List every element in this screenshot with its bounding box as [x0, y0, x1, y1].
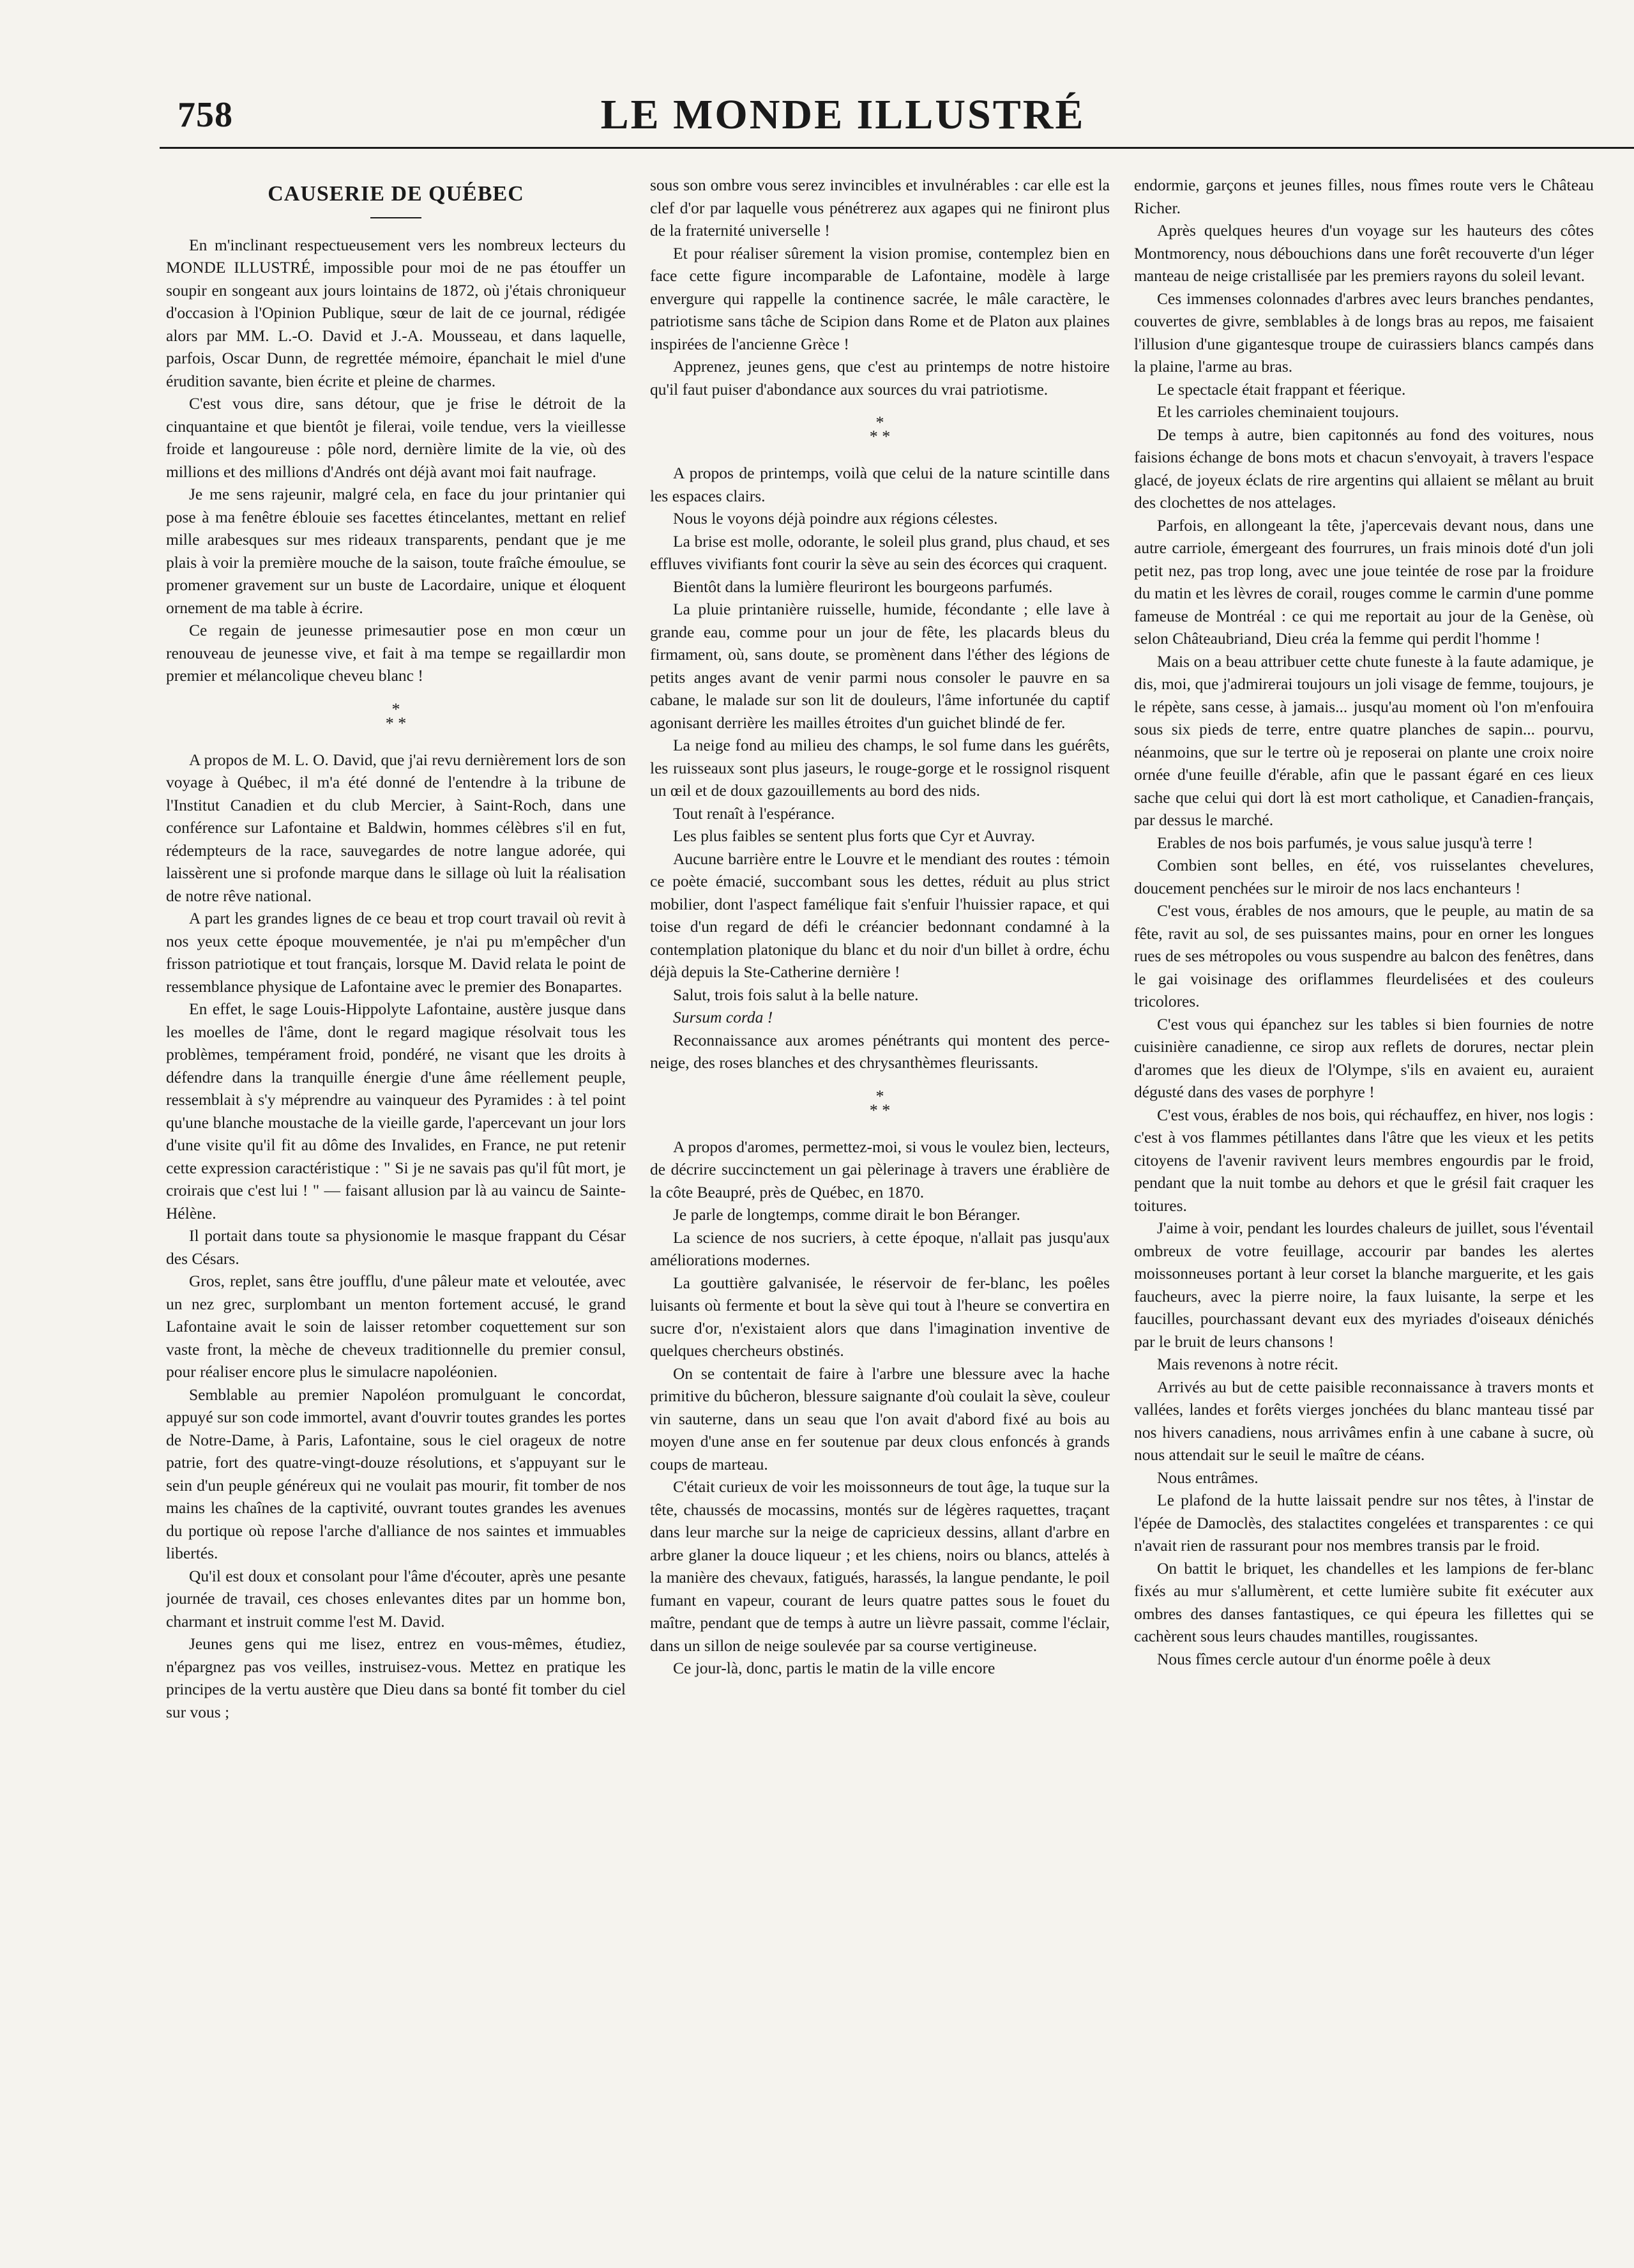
paragraph: En effet, le sage Louis-Hippolyte Lafontaine, austère jusque dans les moelles de l'âme, dont le regard magique résolvait tous les problèmes, tempérament froid, pondéré, ne visant que les droits à défendre dans la tranquille énergie d'une âme réellement peuple, ressemblait à s'y méprendre au vainqueur des Pyramides : à tel point qu'une blanche moustache de la vieille garde, l'apercevant un jour lors d'une visite qu'il fit au dôme des Invalides, en France, ne put retenir cette expression caractéristique : " Si je ne savais pas qu'il fût mort, je croirais que c'est lui ! " — faisant allusion par là au vaincu de Sainte-Hélène.	[166, 1000, 626, 1222]
paragraph: C'était curieux de voir les moissonneurs de tout âge, la tuque sur la tête, chaussés de mocassins, montés sur de légères raquettes, traçant dans leur marche sur la neige de capricieux dessins, allant d'arbre en arbre glaner la douce liqueur ; et les chiens, noirs ou blancs, attelés à la manière des chevaux, fatigués, harassés, la langue pendante, le poil fumant en vapeur, courant de leurs quatre pattes sous le fouet du maître, pendant que de temps à autre un lièvre passait, comme l'éclair, dans un sillon de neige soulevée par sa course vertigineuse.	[650, 1477, 1110, 1655]
paragraph: On battit le briquet, les chandelles et les lampions de fer-blanc fixés au mur s'allumèrent, et cette lumière subite fit exécuter aux ombres des danses fantastiques, ce qui épeura les fillettes qui se cachèrent sous leurs chaudes mantilles, rougissantes.	[1134, 1558, 1594, 1645]
paragraph: endormie, garçons et jeunes filles, nous fîmes route vers le Château Richer.	[1134, 176, 1594, 217]
article-title: CAUSERIE DE QUÉBEC	[268, 182, 524, 206]
paragraph: C'est vous, érables de nos bois, qui réchauffez, en hiver, nos logis : c'est à vos flammes pétillantes dans l'âtre que les vieux et les petits citoyens de l'avenir ravivent leurs membres engourdis par le froid, pendant que la nuit tombe au dehors et que le grésil fait craquer les toitures.	[1134, 1105, 1594, 1215]
paragraph: La gouttière galvanisée, le réservoir de fer-blanc, les poêles luisants où fermente et bout la sève qui tout à l'heure se convertira en sucre d'or, n'existaient alors que dans l'imagination inventive de quelques chercheurs obstinés.	[650, 1273, 1110, 1360]
paragraph: Il portait dans toute sa physionomie le masque frappant du César des Césars.	[166, 1226, 626, 1268]
paragraph: Gros, replet, sans être joufflu, d'une pâleur mate et veloutée, avec un nez grec, surplombant un menton fortement accusé, le grand Lafontaine avait le soin de laisser retomber coquettement sur son vaste front, la mèche de cheveux traditionnelle du premier consul, pour réaliser encore plus le simulacre napoléonien.	[166, 1272, 626, 1381]
paragraph: Erables de nos bois parfumés, je vous salue jusqu'à terre !	[1157, 833, 1533, 852]
paragraph: Semblable au premier Napoléon promulguant le concordat, appuyé sur son code immortel, avant d'ouvrir toutes grandes les portes de Notre-Dame, à Paris, Lafontaine, sous le ciel orageux de notre patrie, fort des quatre-vingt-douze résolutions, et s'appuyant sur le sein d'un peuple généreux qui ne voulait pas mourir, fit tomber de nos mains les chaînes de la captivité, ouvrant toutes grandes les avenues du portique où repose l'arche d'alliance de nos saintes et immuables libertés.	[166, 1385, 626, 1562]
title-rule	[370, 217, 421, 218]
paragraph: Ce jour-là, donc, partis le matin de la ville encore	[673, 1659, 995, 1677]
paragraph: La pluie printanière ruisselle, humide, fécondante ; elle lave à grande eau, comme pour un jour de fête, les placards bleus du firmament, où, sans doute, se promènent dans l'éther des légions de petits anges avant de venir parmi nous consoler le pauvre en sa cabane, le malade sur son lit de douleurs, l'âme infortunée du captif agonisant derrière les mailles étroites d'un guichet blindé de fer.	[650, 600, 1110, 732]
paragraph: En m'inclinant respectueusement vers les nombreux lecteurs du MONDE ILLUSTRÉ, impossible pour moi de ne pas étouffer un soupir en songeant aux jours lointains de 1872, où j'étais chroniqueur d'occasion à l'Opinion Publique, sœur de lait de ce journal, rédigée alors par MM. L.-O. David et J.-A. Mousseau, et dans laquelle, parfois, Oscar Dunn, de regrettée mémoire, épanchait le miel d'une érudition savante, bien écrite et pleine de charmes.	[166, 235, 626, 390]
paragraph: Et les carrioles cheminaient toujours.	[1157, 402, 1399, 421]
paragraph: Après quelques heures d'un voyage sur les hauteurs des côtes Montmorency, nous débouchions dans une forêt recouverte d'un léger manteau de neige cristallisée par les premiers rayons du soleil levant.	[1134, 221, 1594, 285]
section-separator: * * *	[385, 699, 407, 733]
paragraph: Mais on a beau attribuer cette chute funeste à la faute adamique, je dis, moi, que j'admirerai toujours un joli visage de femme, toujours, je le répète, sans cesse, à jamais... jusqu'au moment où l'on m'enfouira sous six pieds de terre, entre quatre planches de sapin... pourvu, néanmoins, que sur le tertre où je reposerai on plante une croix noire ornée d'une feuille d'érable, afin que le passant égaré en ces lieux sache que celui qui dort là est mort catholique, et Canadien-français, par dessus le marché.	[1134, 651, 1594, 829]
paragraph: La science de nos sucriers, à cette époque, n'allait pas jusqu'aux améliorations modernes.	[650, 1228, 1110, 1269]
paragraph: Je me sens rajeunir, malgré cela, en face du jour printanier qui pose à ma fenêtre éblouie ses facettes étincelantes, mettant en relief mille arabesques sur mes rideaux transparents, pendant que je me plais à voir la première mouche de la saison, toute fraîche émoulue, se promener gravement sur un buste de Lacordaire, unique et éloquent ornement de ma table à écrire.	[166, 485, 626, 617]
column-1	[166, 174, 626, 2205]
paragraph: Qu'il est doux et consolant pour l'âme d'écouter, après une pesante journée de travail, ces choses enlevantes dites par un homme bon, charmant et instruit comme l'est M. David.	[166, 1566, 626, 1631]
section-separator: * * *	[869, 1086, 891, 1120]
paragraph: Combien sont belles, en été, vos ruisselantes chevelures, doucement penchées sur le miroir de nos lacs enchanteurs !	[1134, 856, 1594, 897]
paragraph: Nous entrâmes.	[1157, 1468, 1259, 1487]
paragraph: C'est vous dire, sans détour, que je frise le détroit de la cinquantaine et que bientôt je filerai, voile tendue, vers la vieillesse froide et langoureuse : pôle nord, dernière limite de la vie, où des millions et des millions d'Andrés ont déjà avant moi fait naufrage.	[166, 394, 626, 481]
paragraph: Les plus faibles se sentent plus forts que Cyr et Auvray.	[673, 826, 1036, 845]
paragraph: Salut, trois fois salut à la belle nature.	[673, 985, 919, 1004]
paragraph-italic: Sursum corda !	[673, 1008, 773, 1026]
column-3	[1134, 174, 1594, 2205]
paragraph: Aucune barrière entre le Louvre et le mendiant des routes : témoin ce poète émacié, succombant sous les dettes, réduit au plus strict mobilier, dont l'aspect famélique fait s'enfuir l'huissier rapace, et qui toise d'un regard de défi le créancier bedonnant condamné à la contemplation platonique du blanc et du noir d'un billet à ordre, échu déjà depuis la Ste-Catherine dernière !	[650, 849, 1110, 981]
paragraph: sous son ombre vous serez invincibles et invulnérables : car elle est la clef d'or par laquelle vous pénétrerez aux agapes qui ne finiront plus de la fraternité universelle !	[650, 176, 1110, 240]
paragraph: On se contentait de faire à l'arbre une blessure avec la hache primitive du bûcheron, blessure saignante d'où coulait la sève, couleur vin sauterne, dans un seau que l'on avait d'abord fixé au bois au moyen d'une anse en fer soutenue par deux clous enfoncés à grands coups de marteau.	[650, 1364, 1110, 1473]
paragraph: De temps à autre, bien capitonnés au fond des voitures, nous faisions échange de bons mots et chacun s'envoyait, à travers l'espace glacé, de joyeux éclats de rire argentins qui allaient se mêlant au bruit des clochettes de nos attelages.	[1134, 425, 1594, 512]
paragraph: Nous fîmes cercle autour d'un énorme poêle à deux	[1157, 1649, 1491, 1668]
paragraph: A propos de M. L. O. David, que j'ai revu dernièrement lors de son voyage à Québec, il m'a été donné de l'entendre à la tribune de l'Institut Canadien et du club Mercier, à Saint-Roch, dans une conférence sur Lafontaine et Baldwin, hommes célèbres s'il en fut, rédempteurs de la race, sauvegardes de notre langue adorée, qui laissèrent une si profonde marque dans le sillage où luit la réalisation de notre rêve national.	[166, 750, 626, 905]
paragraph: A propos d'aromes, permettez-moi, si vous le voulez bien, lecteurs, de décrire succinctement un gai pèlerinage à travers une érablière de la côte Beaupré, près de Québec, en 1870.	[650, 1137, 1110, 1201]
paragraph: La brise est molle, odorante, le soleil plus grand, plus chaud, et ses effluves vivifiants font courir la sève au sein des écorces qui craquent.	[650, 531, 1110, 573]
paragraph: Jeunes gens qui me lisez, entrez en vous-mêmes, étudiez, n'épargnez pas vos veilles, instruisez-vous. Mettez en pratique les principes de la vertu austère que Dieu dans sa bonté fit tomber du ciel sur vous ;	[166, 1634, 626, 1721]
paragraph: Arrivés au but de cette paisible reconnaissance à travers monts et vallées, landes et forêts vierges jonchées du blanc manteau tissé par nos hivers canadiens, nous arrivâmes enfin à une cabane à sucre, où nous attendait sur le seuil le maître de céans.	[1134, 1377, 1594, 1464]
paragraph: Mais revenons à notre récit.	[1157, 1355, 1338, 1373]
column-2	[650, 174, 1110, 2205]
paragraph: Bientôt dans la lumière fleuriront les bourgeons parfumés.	[673, 577, 1053, 596]
paragraph: Je parle de longtemps, comme dirait le bon Béranger.	[673, 1205, 1020, 1224]
paragraph: Nous le voyons déjà poindre aux régions célestes.	[673, 509, 998, 528]
paragraph: Tout renaît à l'espérance.	[673, 803, 835, 823]
section-separator: * * *	[869, 413, 891, 446]
paragraph: A part les grandes lignes de ce beau et trop court travail où revit à nos yeux cette époque mouvementée, je n'ai pu m'empêcher d'un frisson patriotique et tout français, lorsque M. David relata le point de ressemblance physique de Lafontaine avec le premier des Bonapartes.	[166, 909, 626, 996]
paragraph: Et pour réaliser sûrement la vision promise, contemplez bien en face cette figure incomparable de Lafontaine, modèle à large envergure qui rappelle la continence sacrée, le mâle caractère, le patriotisme sans tâche de Scipion dans Rome et de Platon aux plaines inspirées de l'ancienne Grèce !	[650, 243, 1110, 353]
page-header	[96, 91, 1590, 146]
paragraph: La neige fond au milieu des champs, le sol fume dans les guérêts, les ruisseaux sont plus jaseurs, le rouge-gorge et le rossignol risquent un œil et de doux gazouillements au bord des nids.	[650, 736, 1110, 800]
paragraph: C'est vous, érables de nos amours, que le peuple, au matin de sa fête, ravit au sol, de ses puissantes mains, pour en orner les longues rues de ses métropoles ou vous suspendre au balcon des fenêtres, dans le gai voisinage des oriflammes fleurdelisées et des couleurs tricolores.	[1134, 901, 1594, 1010]
journal-title: LE MONDE ILLUSTRÉ	[600, 91, 1086, 138]
paragraph: A propos de printemps, voilà que celui de la nature scintille dans les espaces clairs.	[650, 464, 1110, 505]
paragraph: Apprenez, jeunes gens, que c'est au printemps de notre histoire qu'il faut puiser d'abondance aux sources du vrai patriotisme.	[650, 357, 1110, 399]
paragraph: Parfois, en allongeant la tête, j'apercevais devant nous, dans une autre carriole, émergeant des fourrures, un frais minois doté d'un joli petit nez, pas trop long, avec une joue teintée de rose par la froidure du matin et les lèvres de corail, rouges comme le carmin d'une pomme fameuse de Montréal : ce qui me reportait au jour de la Genèse, où selon Châteaubriand, Dieu créa la femme qui perdit l'homme !	[1134, 515, 1594, 648]
page-number: 758	[178, 95, 233, 135]
paragraph: Ce regain de jeunesse primesautier pose en mon cœur un renouveau de jeunesse vive, et fait à ma tempe se regaillardir mon premier et mélancolique cheveu blanc !	[166, 621, 626, 685]
paragraph: Ces immenses colonnades d'arbres avec leurs branches pendantes, couvertes de givre, semblables à de longs bras au repos, me faisaient l'illusion d'une gigantesque troupe de cuirassiers blancs campés dans la plaine, l'arme au bras.	[1134, 289, 1594, 376]
paragraph: Le spectacle était frappant et féerique.	[1157, 379, 1406, 399]
header-rule	[160, 147, 1634, 149]
paragraph: J'aime à voir, pendant les lourdes chaleurs de juillet, sous l'éventail ombreux de votre feuillage, accourir par bandes les alertes moissonneuses portant à leur corset la blanche marguerite, et les gais faucheurs, avec la pierre noire, la faux luisante, la serpe et les faucilles, pourchassant devant eux des myriades d'oiseaux dénichés par le bruit de leurs chansons !	[1134, 1219, 1594, 1351]
paragraph: Le plafond de la hutte laissait pendre sur nos têtes, à l'instar de l'épée de Damoclès, des stalactites congelées et transparentes : ce qui n'avait rien de rassurant pour nos membres transis par le froid.	[1134, 1491, 1594, 1555]
paragraph: C'est vous qui épanchez sur les tables si bien fournies de notre cuisinière canadienne, ce sirop aux reflets de dorures, nectar plein d'aromes que les dieux de l'Olympe, s'ils en avaient eu, auraient dégusté dans des vases de porphyre !	[1134, 1014, 1594, 1101]
paragraph: Reconnaissance aux aromes pénétrants qui montent des perce-neige, des roses blanches et des chrysanthèmes fleurissants.	[650, 1030, 1110, 1072]
